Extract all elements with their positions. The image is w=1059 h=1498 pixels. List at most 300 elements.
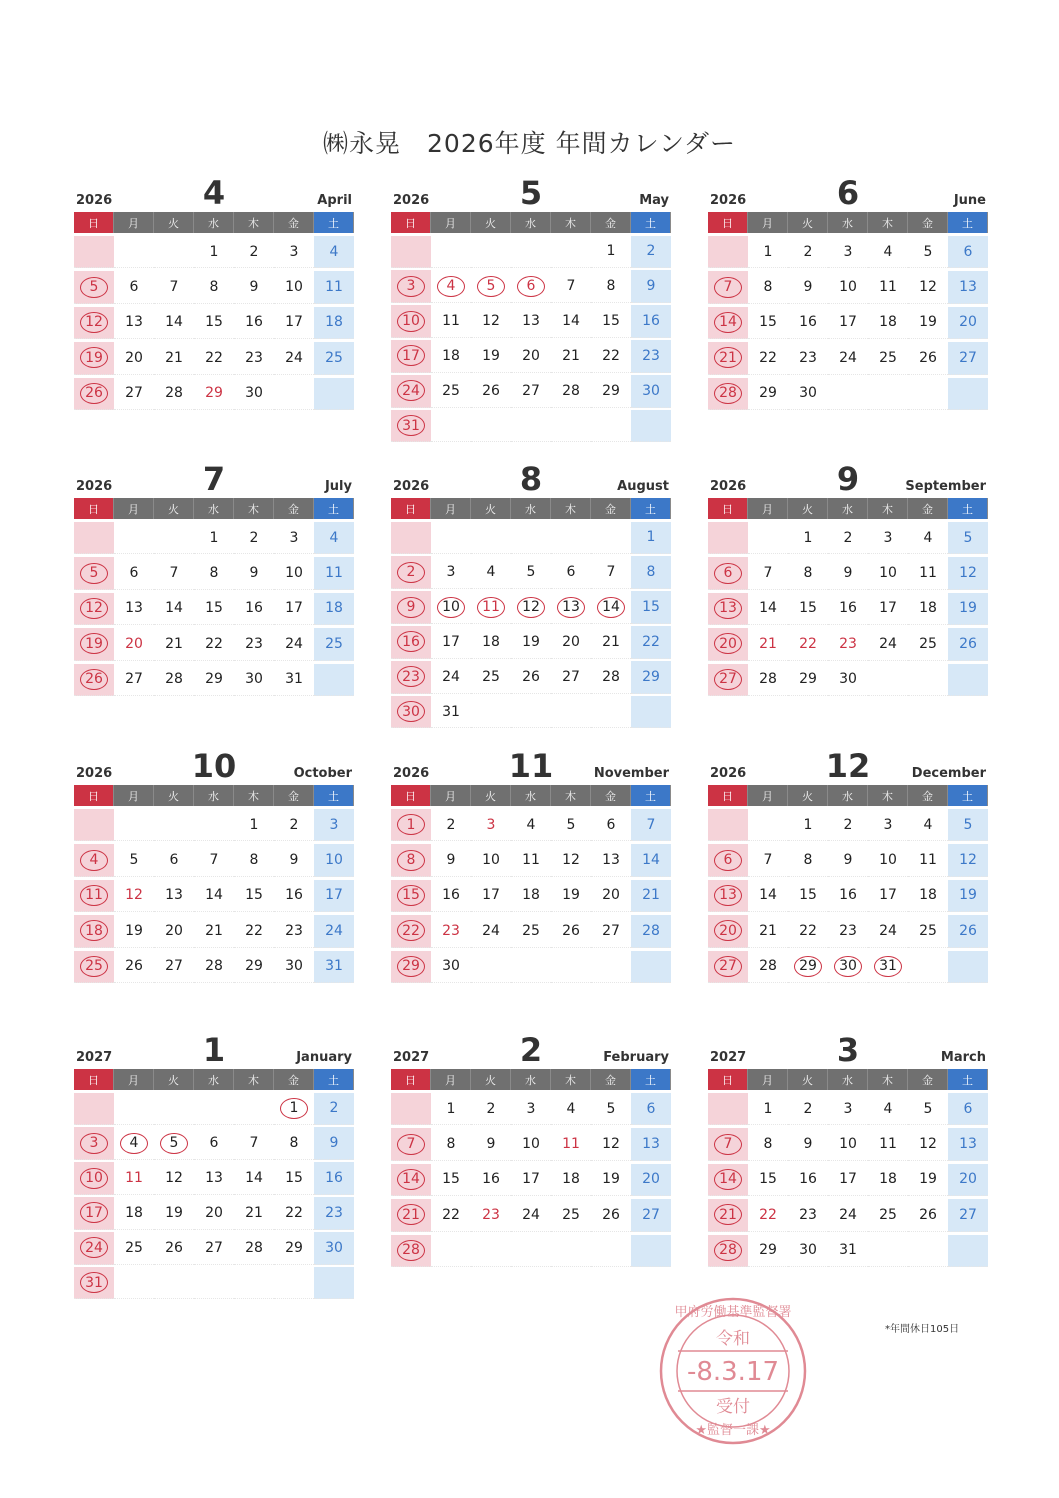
day-number: 5 [477,276,505,297]
day-cell [748,378,788,410]
day-number: 14 [165,314,183,331]
day-cell [631,236,671,268]
day-number: 15 [602,313,620,330]
empty-cell [154,1267,194,1299]
day-cell [788,809,828,841]
day-cell [194,593,234,625]
day-cell [868,880,908,912]
day-cell [511,1164,551,1196]
day-cell [748,1199,788,1231]
day-cell [948,1128,988,1160]
day-cell [154,880,194,912]
day-number: 13 [959,1136,977,1153]
day-cell [511,340,551,372]
day-number: 19 [522,633,540,650]
day-cell [591,661,631,693]
day-number: 6 [646,1100,656,1117]
day-cell [274,236,314,268]
day-number: 18 [522,887,540,904]
day-number: 1 [209,243,219,260]
day-number: 26 [165,1239,183,1256]
day-cell [154,593,194,625]
day-number: 29 [205,671,223,688]
day-cell [948,307,988,339]
day-number: 24 [839,349,857,366]
day-cell [868,557,908,589]
day-cell [194,342,234,374]
year: 2026 [710,193,747,208]
day-number: 8 [446,1136,456,1153]
day-cell [908,628,948,660]
month-header [708,745,988,785]
empty-cell [431,522,471,554]
day-number: 1 [763,1100,773,1117]
day-cell [631,880,671,912]
weekday-header: 木 [234,785,274,806]
day-cell [154,378,194,410]
day-cell [708,664,748,696]
day-cell [154,1232,194,1264]
day-cell [631,1164,671,1196]
day-cell [511,556,551,588]
day-number: 17 [285,314,303,331]
day-cell [314,809,354,841]
day-cell [631,915,671,947]
day-number: 26 [562,922,580,939]
day-cell [828,1128,868,1160]
day-number: 2 [446,816,456,833]
day-cell [868,951,908,983]
day-cell [154,664,194,696]
day-number: 14 [714,312,742,333]
day-number: 4 [120,1133,148,1154]
year: 2026 [393,193,430,208]
empty-cell [74,1093,114,1125]
day-cell [708,1199,748,1231]
day-number: 21 [759,922,777,939]
day-cell [708,1235,748,1267]
day-cell [788,307,828,339]
day-number: 12 [919,1136,937,1153]
weekday-header: 土 [631,785,671,806]
day-number: 20 [714,633,742,654]
day-number: 29 [759,385,777,402]
day-number: 18 [879,1171,897,1188]
day-number: 4 [486,564,496,581]
day-cell [274,880,314,912]
empty-cell [908,378,948,410]
day-cell [908,1199,948,1231]
day-number: 15 [799,600,817,617]
month-grid [708,498,988,699]
day-cell [154,1127,194,1159]
day-number: 17 [325,887,343,904]
day-number: 17 [285,600,303,617]
weekday-header: 火 [471,1069,511,1090]
day-cell [788,1199,828,1231]
day-number: 26 [125,958,143,975]
day-cell [471,880,511,912]
empty-cell [194,809,234,841]
day-cell [908,1128,948,1160]
day-cell [511,591,551,623]
day-number: 27 [714,669,742,690]
empty-cell [908,1235,948,1267]
day-cell [828,809,868,841]
day-cell [431,880,471,912]
received-stamp [658,1296,808,1446]
weekday-header: 水 [828,498,868,519]
day-cell [274,844,314,876]
day-cell [391,556,431,588]
day-cell [748,628,788,660]
day-number: 16 [799,1171,817,1188]
day-number: 22 [642,633,660,650]
day-number: 16 [325,1170,343,1187]
day-cell [551,270,591,302]
stamp-era: 令和 [716,1329,750,1349]
empty-cell [234,1093,274,1125]
day-number: 11 [879,1136,897,1153]
day-number: 13 [165,887,183,904]
month-2026-12 [708,745,988,986]
day-number: 21 [165,349,183,366]
day-cell [788,664,828,696]
day-cell [511,915,551,947]
month-header [74,745,354,785]
day-number: 17 [879,887,897,904]
day-cell [391,375,431,407]
day-number: 12 [959,852,977,869]
day-number: 9 [803,279,813,296]
day-number: 2 [289,816,299,833]
day-cell [234,522,274,554]
day-number: 14 [759,600,777,617]
empty-cell [631,1235,671,1267]
month-2026-9 [708,458,988,699]
day-cell [828,307,868,339]
weekday-header: 日 [391,212,431,233]
day-number: 26 [80,383,108,404]
day-number: 7 [397,1134,425,1155]
weekday-header: 土 [631,1069,671,1090]
day-cell [114,342,154,374]
day-number: 5 [129,852,139,869]
day-cell [234,951,274,983]
day-number: 3 [486,816,496,833]
day-number: 2 [843,816,853,833]
day-number: 27 [602,922,620,939]
day-number: 8 [763,279,773,296]
day-number: 3 [397,276,425,297]
day-number: 3 [883,816,893,833]
month-name: May [639,193,669,208]
day-number: 17 [839,314,857,331]
day-number: 31 [325,958,343,975]
day-cell [868,593,908,625]
day-cell [314,880,354,912]
day-cell [828,593,868,625]
day-cell [74,915,114,947]
day-cell [631,375,671,407]
day-cell [511,844,551,876]
day-cell [114,271,154,303]
day-cell [708,557,748,589]
day-number: 22 [759,1206,777,1223]
day-number: 7 [169,279,179,296]
stamp-received: 受付 [716,1397,750,1417]
day-number: 22 [799,635,817,652]
day-number: 1 [803,529,813,546]
day-cell [391,809,431,841]
day-cell [631,305,671,337]
weekday-header: 水 [194,498,234,519]
day-cell [591,844,631,876]
day-cell [391,270,431,302]
empty-cell [391,1093,431,1125]
day-cell [74,1267,114,1299]
day-cell [631,809,671,841]
day-number: 27 [165,958,183,975]
day-number: 16 [442,887,460,904]
day-number: 17 [482,887,500,904]
day-number: 24 [879,635,897,652]
day-number: 9 [646,278,656,295]
day-number: 6 [714,563,742,584]
day-cell [274,593,314,625]
weekday-header: 土 [314,785,354,806]
day-number: 19 [80,633,108,654]
day-cell [431,1093,471,1125]
day-cell [194,1232,234,1264]
day-cell [948,844,988,876]
day-number: 9 [249,565,259,582]
day-number: 26 [959,922,977,939]
day-cell [391,1199,431,1231]
day-cell [591,880,631,912]
day-number: 23 [799,349,817,366]
month-2026-7 [74,458,354,699]
day-cell [234,236,274,268]
day-cell [908,271,948,303]
day-number: 2 [803,243,813,260]
weekday-header: 水 [194,1069,234,1090]
weekday-header: 金 [908,1069,948,1090]
day-cell [948,593,988,625]
empty-cell [631,951,671,983]
month-number: 12 [825,747,871,785]
day-cell [431,809,471,841]
day-cell [828,1199,868,1231]
day-cell [74,844,114,876]
day-cell [114,378,154,410]
day-cell [788,593,828,625]
weekday-header: 火 [154,212,194,233]
day-number: 16 [285,887,303,904]
day-number: 31 [839,1242,857,1259]
day-number: 4 [566,1100,576,1117]
day-number: 28 [602,668,620,685]
day-cell [511,375,551,407]
day-cell [788,628,828,660]
day-number: 23 [285,922,303,939]
month-grid [708,212,988,413]
day-cell [908,1164,948,1196]
day-cell [868,271,908,303]
day-cell [708,844,748,876]
day-number: 19 [919,314,937,331]
day-cell [74,342,114,374]
weekday-header: 木 [868,1069,908,1090]
day-cell [748,593,788,625]
day-number: 27 [522,382,540,399]
day-cell [828,664,868,696]
weekday-header: 水 [511,498,551,519]
day-cell [748,1164,788,1196]
weekday-header: 土 [948,212,988,233]
day-number: 8 [803,565,813,582]
day-cell [748,557,788,589]
day-number: 7 [714,1134,742,1155]
day-cell [154,271,194,303]
day-number: 11 [879,279,897,296]
day-cell [391,844,431,876]
month-2026-8 [391,458,671,731]
weekday-header: 水 [511,212,551,233]
day-number: 5 [526,564,536,581]
day-cell [788,557,828,589]
weekday-header: 金 [591,212,631,233]
day-number: 10 [879,565,897,582]
month-2027-2 [391,1029,671,1270]
day-number: 2 [329,1100,339,1117]
day-number: 10 [839,279,857,296]
day-cell [234,915,274,947]
day-cell [471,809,511,841]
day-number: 29 [642,668,660,685]
day-cell [314,951,354,983]
day-cell [948,1093,988,1125]
day-cell [748,844,788,876]
day-cell [234,593,274,625]
day-number: 23 [839,635,857,652]
day-cell [551,375,591,407]
day-cell [788,1235,828,1267]
empty-cell [591,410,631,442]
day-number: 12 [80,312,108,333]
day-number: 4 [526,816,536,833]
day-cell [431,844,471,876]
day-cell [631,1199,671,1231]
day-number: 21 [714,1204,742,1225]
day-number: 23 [325,1204,343,1221]
day-number: 5 [606,1100,616,1117]
day-cell [591,591,631,623]
weekday-header: 水 [194,785,234,806]
empty-cell [154,522,194,554]
day-number: 20 [205,1204,223,1221]
day-cell [708,951,748,983]
day-cell [431,340,471,372]
year: 2026 [76,193,113,208]
day-cell [234,1232,274,1264]
day-number: 27 [714,956,742,977]
day-cell [948,271,988,303]
empty-cell [274,1267,314,1299]
day-cell [471,305,511,337]
day-number: 18 [919,600,937,617]
month-2026-5 [391,172,671,445]
day-number: 10 [482,852,500,869]
day-number: 25 [442,382,460,399]
day-cell [74,307,114,339]
day-number: 15 [285,1170,303,1187]
month-grid [74,212,354,413]
day-cell [74,593,114,625]
weekday-header: 金 [274,212,314,233]
day-cell [431,556,471,588]
day-number: 3 [289,243,299,260]
weekday-header: 水 [828,1069,868,1090]
day-number: 14 [714,1169,742,1190]
day-number: 11 [522,852,540,869]
empty-cell [314,664,354,696]
empty-cell [908,664,948,696]
day-cell [708,628,748,660]
day-number: 13 [642,1136,660,1153]
day-number: 16 [642,313,660,330]
day-number: 23 [397,666,425,687]
day-cell [314,1162,354,1194]
day-cell [114,915,154,947]
day-number: 22 [205,349,223,366]
annual-holidays-note: *年間休日105日 [885,1324,960,1335]
day-cell [788,378,828,410]
day-cell [391,696,431,728]
day-cell [511,1093,551,1125]
day-number: 15 [397,885,425,906]
day-number: 23 [245,349,263,366]
day-number: 21 [205,922,223,939]
day-number: 6 [209,1135,219,1152]
day-number: 22 [285,1204,303,1221]
day-number: 8 [646,564,656,581]
empty-cell [154,809,194,841]
year: 2026 [710,479,747,494]
weekday-header: 木 [868,498,908,519]
day-cell [631,1093,671,1125]
day-cell [194,1162,234,1194]
weekday-header: 火 [154,498,194,519]
day-cell [74,664,114,696]
day-number: 1 [763,243,773,260]
day-cell [114,664,154,696]
weekday-header: 木 [551,785,591,806]
day-number: 18 [562,1171,580,1188]
day-cell [708,1164,748,1196]
day-number: 20 [165,922,183,939]
day-number: 25 [879,349,897,366]
day-number: 7 [566,278,576,295]
day-cell [74,951,114,983]
year: 2027 [76,1050,113,1065]
day-cell [471,591,511,623]
day-cell [471,661,511,693]
day-cell [828,236,868,268]
day-number: 22 [397,920,425,941]
day-number: 21 [165,635,183,652]
day-number: 28 [714,383,742,404]
